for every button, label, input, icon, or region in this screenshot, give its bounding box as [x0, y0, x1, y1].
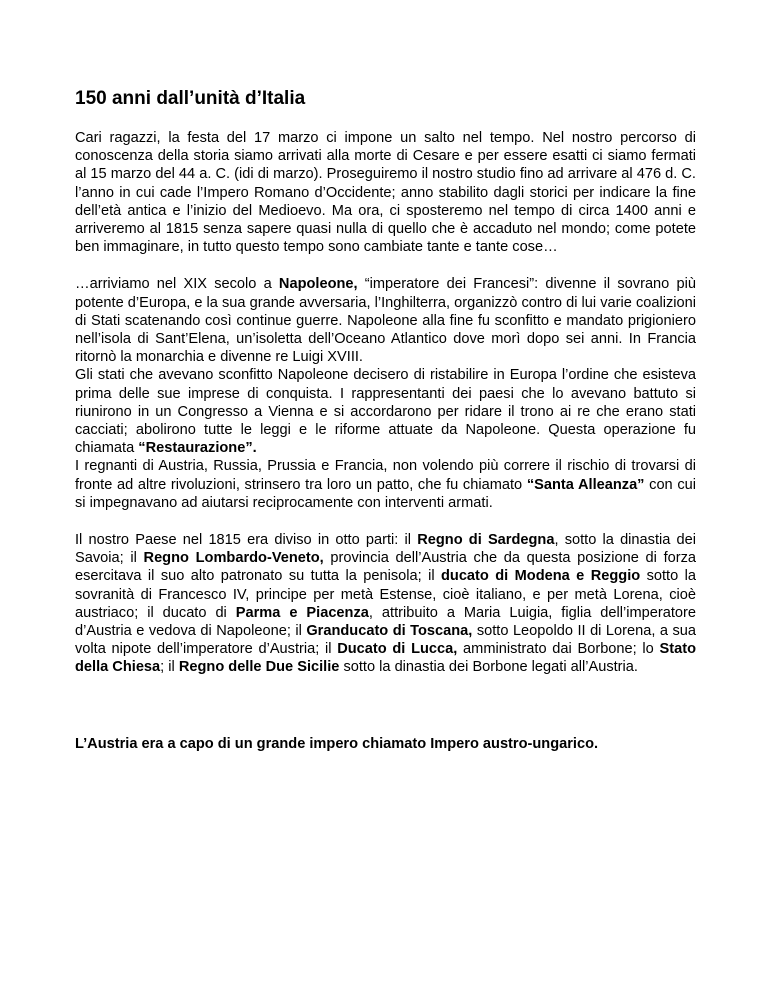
bold-napoleone: Napoleone, — [278, 276, 358, 293]
text-segment: con cui si impegnavano ad aiutarsi reciprocamente con interventi armati. — [75, 476, 696, 511]
paragraph-intro: Cari ragazzi, la festa del 17 marzo ci impone un salto nel tempo. Nel nostro percorso di conoscenza della storia siamo arrivati alla morte di Cesare e per essere esatti ci siamo fermati al 15 marzo del 44 a. C. (idi di marzo). Proseguiremo il nostro studio fino ad arrivare al 476 d. C. l’anno in cui cade l’Impero Romano d’Occidente; anno stabilito dagli storici per indicare la fine dell’età antica e l’inizio del Medioevo. Ma ora, ci sposteremo nel tempo di circa 1400 anni e arriveremo al 1815 senza sapere quasi nulla di quello che è accaduto nel mondo; come potete ben immaginare, in tutto questo tempo sono cambiate tante e tante cose… — [75, 130, 696, 256]
document-page — [75, 88, 696, 753]
text-segment: ; il — [160, 659, 179, 676]
text-segment: sotto la sovranità di Francesco IV, principe per metà Estense, cioè italiano, e per metà Lorena, cioè austriaco; il ducato di — [75, 568, 697, 621]
text-segment: Il nostro Paese nel 1815 era diviso in otto parti: il — [75, 532, 418, 549]
text-segment: sotto la dinastia dei Borbone legati all’Austria. — [339, 659, 638, 676]
text-segment: Gli stati che avevano sconfitto Napoleone decisero di ristabilire in Europa l’ordine che esisteva prima delle sue imprese di conquista. I rappresentanti dei paesi che lo avevano battuto si riunirono in un Congresso a Vienna e si accordarono per ridare il trono ai re che erano stati cacciati; abolirono tutte le leggi e le riforme attuate da Napoleone. Questa operazione fu chiamata — [75, 367, 696, 457]
bold-ducato-lucca: Ducato di Lucca, — [337, 641, 458, 658]
page-title: 150 anni dall’unità d’Italia — [75, 88, 306, 109]
text-segment: …arriviamo nel XIX secolo a — [75, 276, 279, 293]
text-segment: amministrato dai Borbone; lo — [457, 641, 660, 658]
text-segment: , sotto la dinastia dei Savoia; il — [75, 532, 697, 567]
text-segment: “imperatore dei Francesi”: divenne il sovrano più potente d’Europa, e la sua grande avversaria, l’Inghilterra, organizzò contro di lui varie coalizioni di Stati scatenando così continue guerre. Napoleone alla fine fu sconfitto e mandato prigioniero nell’isola di Sant’Elena, un’isoletta dell’Oceano Atlantico dove morì dopo sei anni. In Francia ritornò la monarchia e divenne re Luigi XVIII. — [75, 276, 696, 366]
text-segment: I regnanti di Austria, Russia, Prussia e Francia, non volendo più correre il rischio di trovarsi di fronte ad altre rivoluzioni, strinsero tra loro un patto, che fu chiamato — [75, 458, 696, 493]
paragraph-santa-alleanza — [75, 457, 696, 512]
paragraph-restaurazione — [75, 366, 696, 457]
bold-granducato-toscana: Granducato di Toscana, — [306, 623, 473, 640]
bold-santa-alleanza: “Santa Alleanza” — [526, 476, 645, 493]
bold-restaurazione: “Restaurazione”. — [138, 440, 257, 457]
text-segment: , attribuito a Maria Luigia, figlia dell’imperatore d’Austria e vedova di Napoleone; il — [75, 604, 696, 640]
closing-statement: L’Austria era a capo di un grande impero chiamato Impero austro-ungarico. — [75, 735, 599, 752]
bold-modena-reggio: ducato di Modena e Reggio — [440, 568, 641, 585]
bold-lombardo-veneto: Regno Lombardo-Veneto, — [143, 550, 324, 567]
bold-due-sicilie: Regno delle Due Sicilie — [178, 659, 340, 676]
bold-stato-chiesa: Stato della Chiesa — [75, 641, 696, 676]
paragraph-stati-italiani — [75, 531, 696, 677]
bold-regno-sardegna: Regno di Sardegna — [417, 532, 555, 549]
text-segment: provincia dell’Austria che da questa posizione di forza esercitava il suo alto patronato su tutta la penisola; il — [75, 550, 697, 585]
bold-parma-piacenza: Parma e Piacenza — [235, 604, 369, 621]
text-segment: sotto Leopoldo II di Lorena, a sua volta nipote dell’imperatore d’Austria; il — [75, 623, 696, 658]
paragraph-napoleone — [75, 275, 696, 366]
